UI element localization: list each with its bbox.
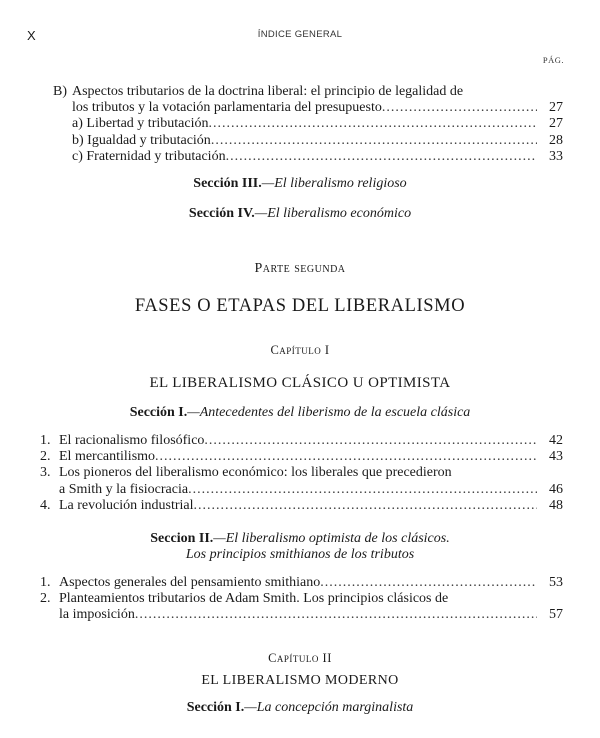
entry-text-line2: a Smith y la fisiocracia: [59, 481, 189, 497]
toc-entry-b: [53, 84, 563, 116]
entry-text: El racionalismo filosófico: [59, 433, 205, 448]
entry-text: Igualdad y tributación: [87, 132, 211, 148]
toc-entry: [40, 591, 563, 623]
entry-page: 57: [549, 607, 563, 623]
entry-text-line1: Aspectos tributarios de la doctrina liberal: el principio de legalidad de: [72, 84, 464, 99]
toc-entry: [40, 449, 563, 465]
entry-text-line1: Planteamientos tributarios de Adam Smith. Los principios clásicos de: [59, 591, 449, 607]
section-title: —El liberalismo religioso: [261, 176, 407, 191]
entry-page: 27: [549, 100, 563, 116]
section-heading: [0, 405, 600, 421]
section-label: Sección I.: [129, 405, 188, 420]
section-title: —El liberalismo económico: [254, 206, 412, 221]
section-heading-iv: [0, 206, 600, 222]
dot-leader: [194, 498, 537, 514]
entry-label: b): [72, 132, 84, 148]
dot-leader: [226, 149, 537, 165]
entry-label: 2.: [40, 591, 51, 607]
dot-leader: [135, 607, 537, 623]
part-title: FASES O ETAPAS DEL LIBERALISMO: [134, 296, 466, 316]
toc-entry: [72, 116, 563, 132]
entry-page: 33: [549, 148, 563, 164]
section-label: Seccion II.: [150, 531, 214, 546]
toc-entry: [40, 575, 563, 591]
toc-entry: [72, 149, 563, 165]
section-title: —El liberalismo optimista de los clásicos.: [213, 531, 450, 546]
section-heading-iii: [0, 176, 600, 192]
entry-text: La revolución industrial: [59, 497, 194, 513]
entry-label: 4.: [40, 497, 51, 513]
page-column-label: PÁG.: [542, 55, 564, 65]
toc-list-section2: [40, 575, 563, 624]
entry-page: 48: [549, 497, 563, 513]
chapter-title: EL LIBERALISMO CLÁSICO U OPTIMISTA: [149, 375, 451, 391]
dot-leader: [188, 482, 537, 498]
dot-leader: [382, 100, 537, 116]
entry-label: 1.: [40, 575, 51, 590]
chapter-label: Capítulo I: [270, 343, 330, 357]
toc-entry: [40, 433, 563, 449]
entry-page: 28: [549, 132, 563, 148]
section-subtitle: [0, 547, 600, 563]
entry-text: El mercantilismo: [59, 449, 156, 465]
dot-leader: [320, 575, 537, 591]
section-title: —La concepción marginalista: [244, 700, 414, 715]
entry-label: 3.: [40, 465, 51, 481]
dot-leader: [204, 433, 537, 449]
entry-label: 1.: [40, 433, 51, 448]
section-subtitle-text: Los principios smithianos de los tributos: [185, 547, 415, 562]
toc-entry: [72, 133, 563, 149]
entry-page: 43: [549, 449, 563, 465]
entry-page: 42: [549, 433, 563, 448]
running-title: ÍNDICE GENERAL: [257, 29, 343, 40]
entry-label: B): [53, 84, 67, 99]
page-number: X: [27, 28, 36, 43]
toc-sub-entries: [72, 116, 563, 165]
part-label: Parte segunda: [254, 261, 346, 276]
section-label: Sección III.: [193, 176, 262, 191]
dot-leader: [211, 133, 537, 149]
section-label: Sección I.: [186, 700, 245, 715]
toc-entry: [40, 465, 563, 497]
toc-entry: [40, 498, 563, 514]
entry-label: c): [72, 148, 83, 164]
section-heading: [0, 700, 600, 716]
entry-text-line1: Los pioneros del liberalismo económico: los liberales que precedieron: [59, 465, 452, 481]
entry-text-line2: los tributos y la votación parlamentaria del presupuesto: [72, 100, 382, 116]
entry-label: a): [72, 116, 83, 132]
entry-text-line2: la imposición: [59, 607, 135, 623]
entry-label: 2.: [40, 449, 51, 465]
section-label: Sección IV.: [188, 206, 255, 221]
entry-page: 53: [549, 575, 563, 590]
chapter-label: Capítulo II: [268, 651, 332, 665]
entry-page: 46: [549, 481, 563, 497]
entry-text: Fraternidad y tributación: [86, 148, 226, 164]
entry-page: 27: [549, 116, 563, 132]
section-title: —Antecedentes del liberismo de la escuela clásica: [187, 405, 471, 420]
chapter-title: EL LIBERALISMO MODERNO: [201, 673, 399, 688]
section-heading: [0, 531, 600, 547]
dot-leader: [155, 449, 537, 465]
dot-leader: [208, 116, 537, 132]
toc-list-section1: [40, 433, 563, 514]
entry-text: Libertad y tributación: [86, 116, 209, 132]
entry-text: Aspectos generales del pensamiento smithiano: [59, 575, 321, 590]
